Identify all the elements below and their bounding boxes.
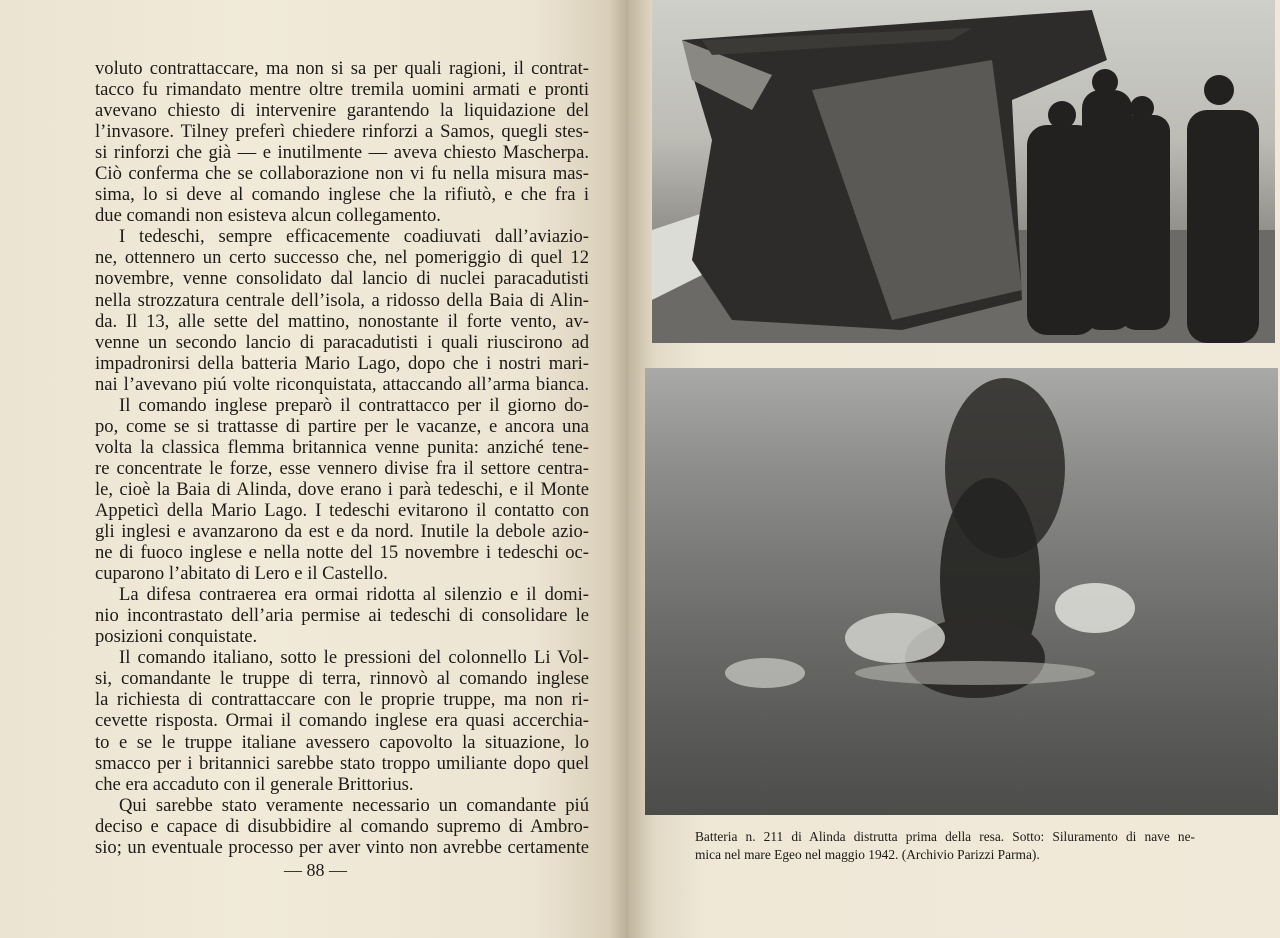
text-line: sio; un eventuale processo per aver vinto non avrebbe certamente xyxy=(95,836,589,858)
photo-caption xyxy=(695,828,1195,864)
text-line: Appeticì della Mario Lago. I tedeschi evitarono il contatto con xyxy=(95,499,589,521)
text-line: venne un secondo lancio di paracadutisti i quali riuscirono ad xyxy=(95,331,589,353)
text-line: ne di fuoco inglese e nella notte del 15 novembre i tedeschi oc- xyxy=(95,542,589,564)
battery-photo-image xyxy=(652,0,1275,343)
text-line: che era accaduto con il generale Brittorius. xyxy=(95,773,414,795)
text-line: re concentrate le forze, esse vennero divise fra il settore centra- xyxy=(95,457,589,479)
text-line: nio incontrastato dell’aria permise ai tedeschi di consolidare le xyxy=(95,605,589,627)
text-line: gli inglesi e avanzarono da est e da nord. Inutile la debole azio- xyxy=(95,521,589,543)
text-line: smacco per i britannici sarebbe stato troppo umiliante dopo quel xyxy=(95,752,589,774)
photo-destroyed-battery xyxy=(652,0,1275,343)
caption-line: Batteria n. 211 di Alinda distrutta prima della resa. Sotto: Siluramento di nave ne- xyxy=(695,829,1195,844)
text-line: cevette risposta. Ormai il comando inglese era quasi accerchia- xyxy=(95,710,589,732)
text-line: po, come se si trattasse di partire per le vacanze, e ancora una xyxy=(95,415,589,437)
text-line: La difesa contraerea era ormai ridotta al silenzio e il domi- xyxy=(119,584,589,606)
left-page xyxy=(0,0,628,938)
text-line: nella strozzatura centrale dell’isola, a ridosso della Baia di Alin- xyxy=(95,289,589,311)
text-line: I tedeschi, sempre efficacemente coadiuvati dall’aviazio- xyxy=(119,226,589,248)
body-text xyxy=(95,58,589,858)
caption-line: mica nel mare Egeo nel maggio 1942. (Archivio Parizzi Parma). xyxy=(695,847,1040,862)
text-line: due comandi non esisteva alcun collegamento. xyxy=(95,205,441,227)
text-line: voluto contrattaccare, ma non si sa per quali ragioni, il contrat- xyxy=(95,58,589,79)
text-line: volta la classica flemma britannica venne punita: anziché tene- xyxy=(95,436,589,458)
text-line: impadronirsi della batteria Mario Lago, dopo che i nostri mari- xyxy=(95,352,589,374)
text-line: Qui sarebbe stato veramente necessario un comandante piú xyxy=(119,794,589,816)
text-line: avevano chiesto di intervenire garantendo la liquidazione del xyxy=(95,100,589,122)
text-line: Ciò conferma che se collaborazione non vi fu nella misura mas- xyxy=(95,163,589,185)
photo-ship-torpedoing xyxy=(645,368,1278,815)
text-line: si rinforzi che già — e inutilmente — aveva chiesto Mascherpa. xyxy=(95,142,589,164)
text-line: cuparono l’abitato di Lero e il Castello. xyxy=(95,563,388,585)
text-line: posizioni conquistate. xyxy=(95,626,258,648)
text-line: nai l’avevano piú volte riconquistata, attaccando all’arma bianca. xyxy=(95,373,589,395)
text-line: sima, lo si deve al comando inglese che la rifiutò, e che fra i xyxy=(95,184,589,206)
page-number: — 88 — xyxy=(284,860,347,880)
text-line: Il comando italiano, sotto le pressioni del colonnello Li Vol- xyxy=(119,647,589,669)
text-line: deciso e capace di disubbidire al comando supremo di Ambro- xyxy=(95,815,589,837)
text-line: tacco fu rimandato mentre oltre tremila uomini armati e pronti xyxy=(95,79,589,101)
explosion-photo-image xyxy=(645,368,1278,815)
text-line: Il comando inglese preparò il contrattacco per il giorno do- xyxy=(119,394,589,416)
text-line: novembre, venne consolidato dal lancio di nuclei paracadutisti xyxy=(95,268,589,290)
text-line: ne, ottennero un certo successo che, nel pomeriggio di quel 12 xyxy=(95,247,589,269)
text-line: da. Il 13, alle sette del mattino, nonostante il forte vento, av- xyxy=(95,310,589,332)
text-line: to e se le truppe italiane avessero capovolto la situazione, lo xyxy=(95,731,589,753)
text-line: si, comandante le truppe di terra, rinnovò al comando inglese xyxy=(95,668,589,690)
text-line: la richiesta di contrattaccare con le proprie truppe, ma non ri- xyxy=(95,689,589,711)
text-line: l’invasore. Tilney preferì chiedere rinforzi a Samos, quegli stes- xyxy=(95,121,589,143)
text-line: le, cioè la Baia di Alinda, dove erano i parà tedeschi, e il Monte xyxy=(95,478,589,500)
